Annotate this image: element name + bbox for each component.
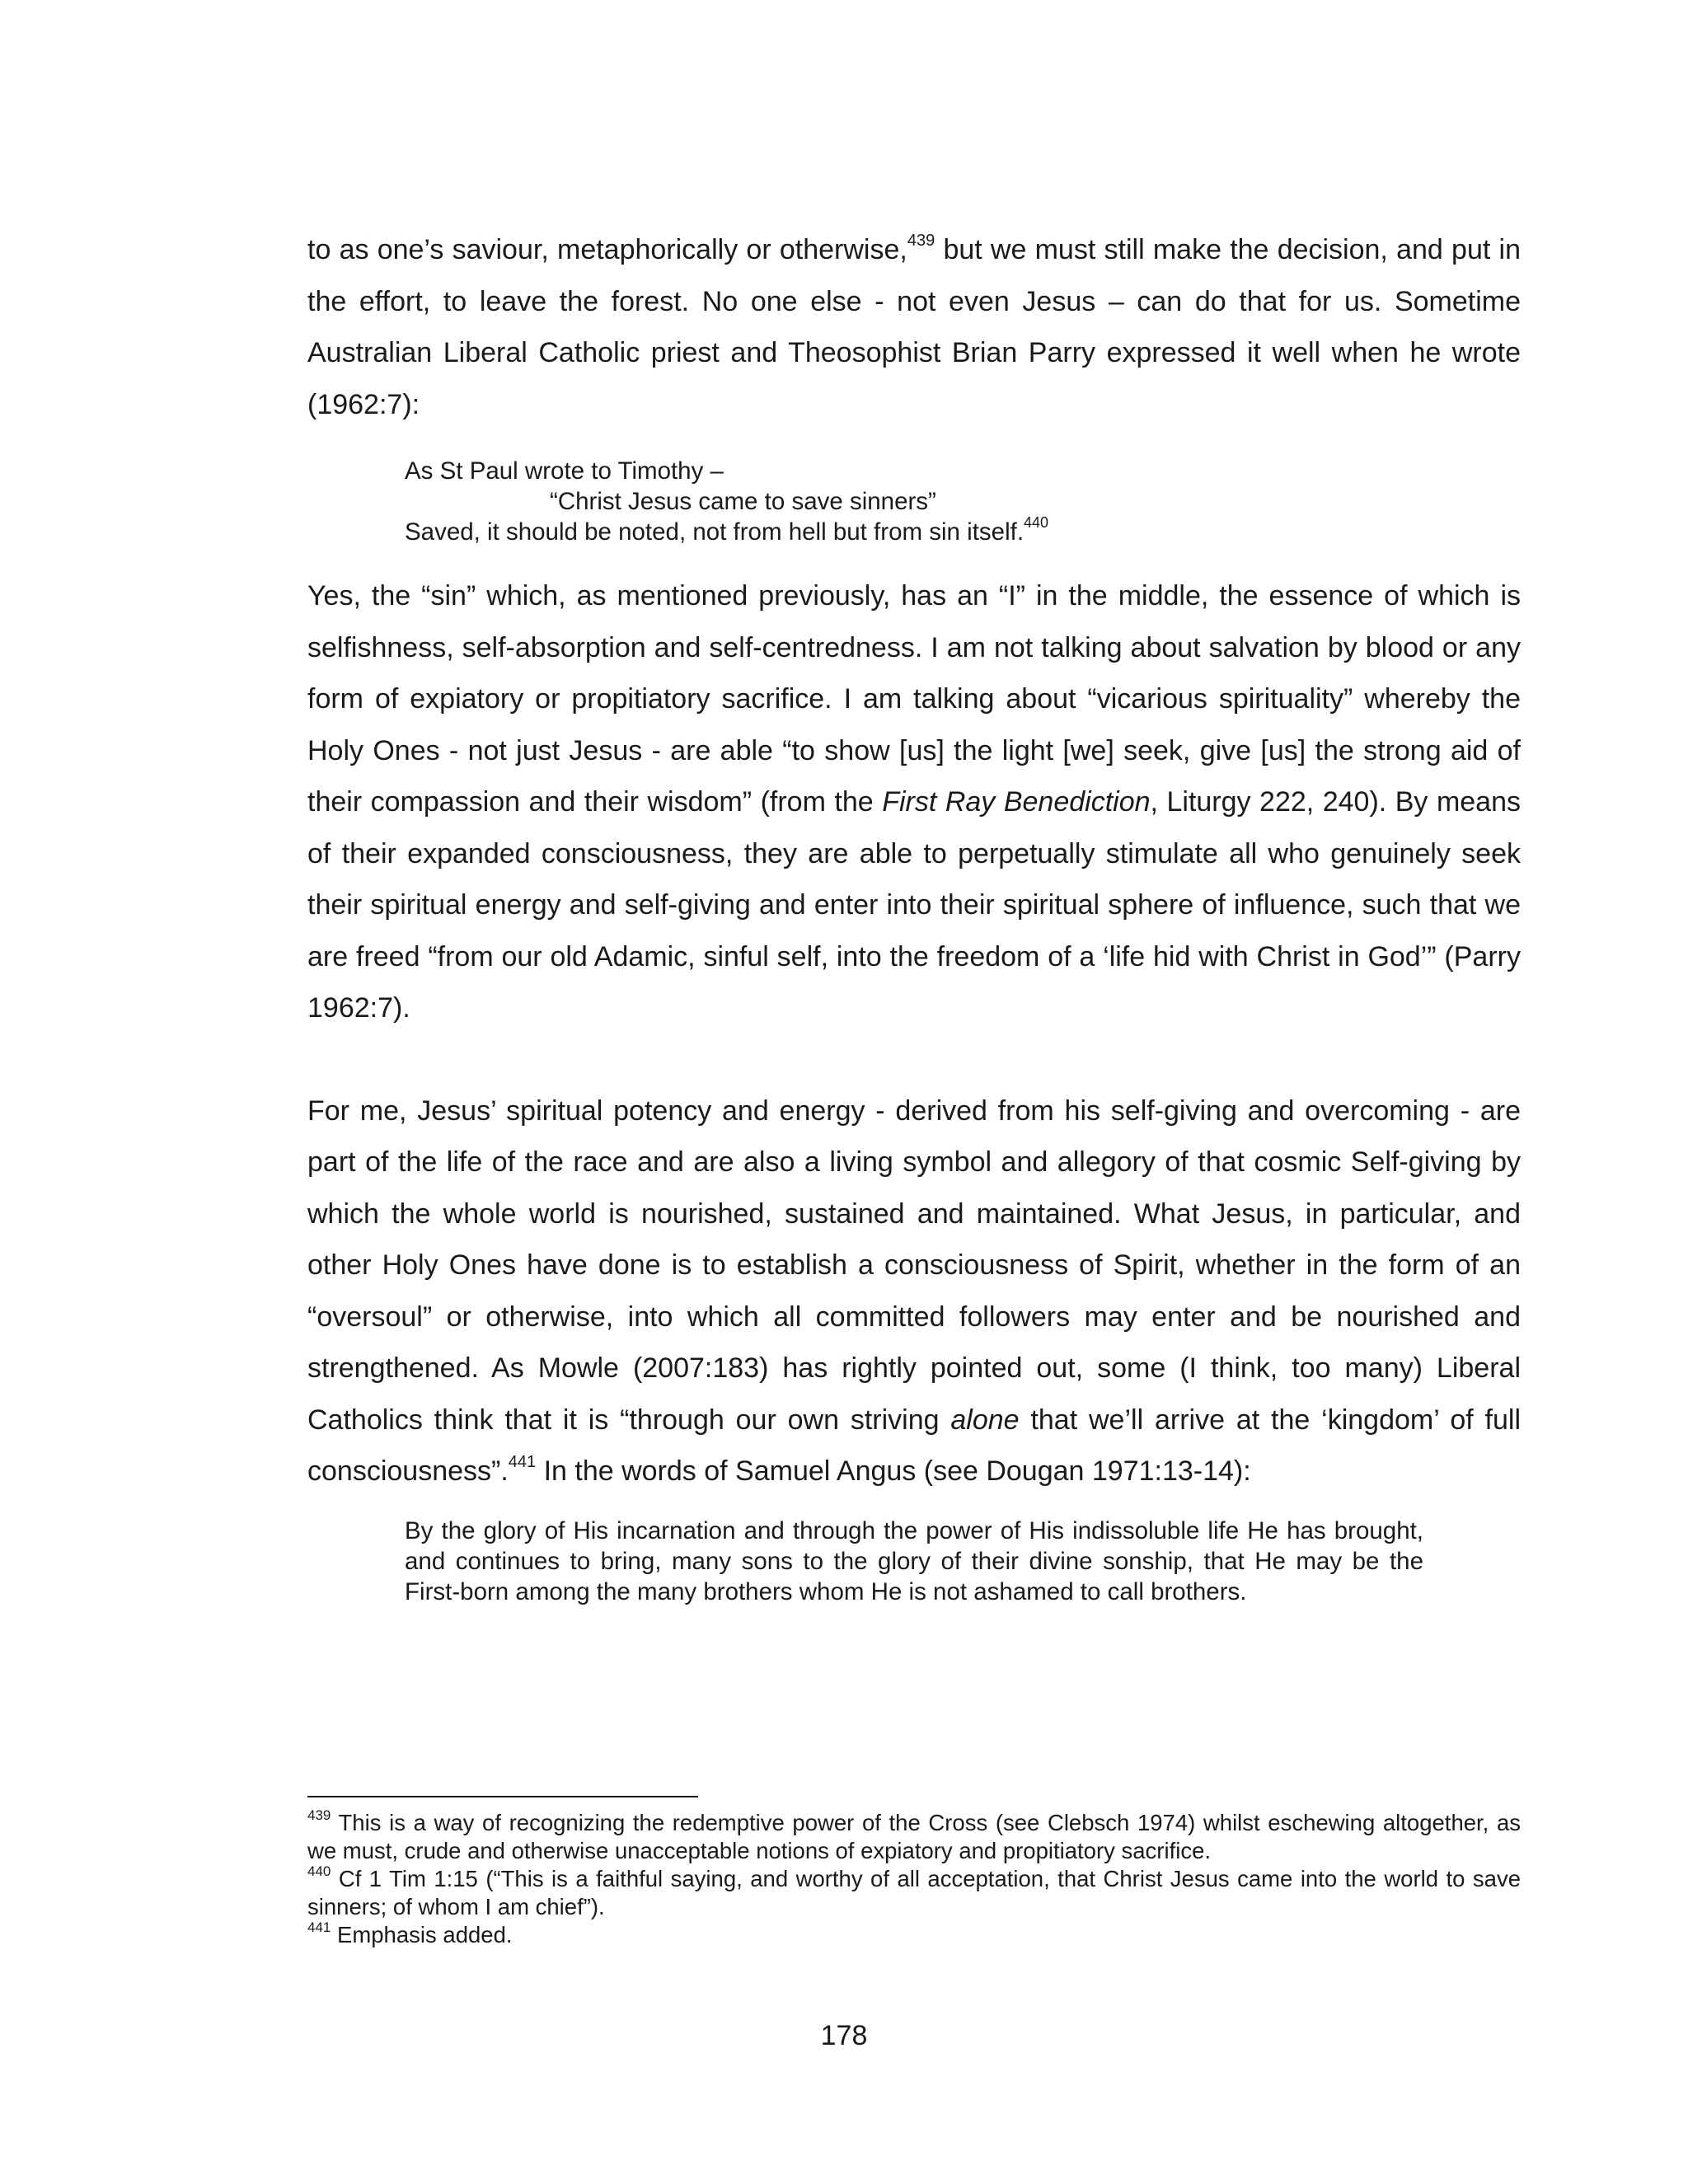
paragraph-1-text-a: to as one’s saviour, metaphorically or otherwise, bbox=[307, 234, 907, 265]
block-quote-parry bbox=[405, 456, 1423, 547]
paragraph-3-italic-emphasis: alone bbox=[950, 1404, 1020, 1436]
paragraph-3-text-c: In the words of Samuel Angus (see Dougan 1971:13-14): bbox=[536, 1455, 1251, 1487]
block-quote-angus bbox=[405, 1516, 1423, 1607]
paragraph-2-italic-title: First Ray Benediction bbox=[882, 786, 1151, 818]
footnote-text: Cf 1 Tim 1:15 (“This is a faithful saying, and worthy of all acceptation, that Christ Jesus came into the world to save sinners; of whom I am chief”). bbox=[307, 1866, 1521, 1919]
footnote-439 bbox=[307, 1809, 1521, 1865]
paragraph-3-text-a: For me, Jesus’ spiritual potency and energy - derived from his self-giving and overcoming - are part of the life of the race and are also a living symbol and allegory of that cosmic Self-giving by which the whole world is nourished, sustained and maintained. What Jesus, in particular, and other Holy Ones have done is to establish a consciousness of Spirit, whether in the form of an “oversoul” or otherwise, into which all committed followers may enter and be nourished and strengthened. As Mowle (2007:183) has rightly pointed out, some (I think, too many) Liberal Catholics think that it is “through our own striving bbox=[307, 1094, 1521, 1436]
footnote-number: 439 bbox=[307, 1807, 331, 1823]
footnote-text: This is a way of recognizing the redemptive power of the Cross (see Clebsch 1974) whilst eschewing altogether, as we must, crude and otherwise unacceptable notions of expiatory and propitiatory sacrifice. bbox=[307, 1810, 1521, 1863]
quote-angus-text: By the glory of His incarnation and through the power of His indissoluble life He has brought, and continues to bring, many sons to the glory of their divine sonship, that He may be the First-born among the many brothers whom He is not ashamed to call brothers. bbox=[405, 1516, 1423, 1605]
quote-line-3-text: Saved, it should be noted, not from hell but from sin itself. bbox=[405, 518, 1025, 546]
page-body bbox=[307, 224, 1521, 1607]
footnote-441 bbox=[307, 1921, 1521, 1949]
footnote-ref-439[interactable]: 439 bbox=[907, 231, 935, 250]
paragraph-3 bbox=[307, 1085, 1521, 1497]
quote-line-2: “Christ Jesus came to save sinners” bbox=[550, 488, 936, 515]
quote-line-1: As St Paul wrote to Timothy – bbox=[405, 457, 724, 485]
footnote-separator bbox=[307, 1796, 698, 1797]
paragraph-1 bbox=[307, 224, 1521, 430]
footnotes bbox=[307, 1809, 1521, 1949]
paragraph-2 bbox=[307, 570, 1521, 1034]
paragraph-2-text-b: , Liturgy 222, 240). By means of their expanded consciousness, they are able to perpetually stimulate all who genuinely seek their spiritual energy and self-giving and enter into their spiritual sphere of influence, such that we are freed “from our old Adamic, sinful self, into the freedom of a ‘life hid with Christ in God’” (Parry 1962:7). bbox=[307, 786, 1522, 1024]
footnote-text: Emphasis added. bbox=[331, 1922, 513, 1947]
paragraph-3-text-b: that we’ll arrive at the ‘kingdom’ of full consciousness”. bbox=[307, 1404, 1522, 1487]
footnote-440 bbox=[307, 1865, 1521, 1921]
footnote-ref-441[interactable]: 441 bbox=[508, 1452, 537, 1471]
quote-line-3 bbox=[405, 514, 1423, 547]
page-number: 178 bbox=[820, 2020, 868, 2051]
footnote-number: 441 bbox=[307, 1919, 331, 1935]
footnote-number: 440 bbox=[307, 1863, 331, 1879]
footnote-ref-440[interactable]: 440 bbox=[1024, 514, 1049, 532]
paragraph-2-text-a: Yes, the “sin” which, as mentioned previously, has an “I” in the middle, the essence of which is selfishness, self-absorption and self-centredness. I am not talking about salvation by blood or any form of expiatory or propitiatory sacrifice. I am talking about “vicarious spirituality” whereby the Holy Ones - not just Jesus - are able “to show [us] the light [we] seek, give [us] the strong aid of their compassion and their wisdom” (from the bbox=[307, 580, 1521, 818]
paragraph-1-text-b: but we must still make the decision, and put in the effort, to leave the forest. No one else - not even Jesus – can do that for us. Sometime Australian Liberal Catholic priest and Theosophist Brian Parry expressed it well when he wrote (1962:7): bbox=[307, 234, 1521, 420]
